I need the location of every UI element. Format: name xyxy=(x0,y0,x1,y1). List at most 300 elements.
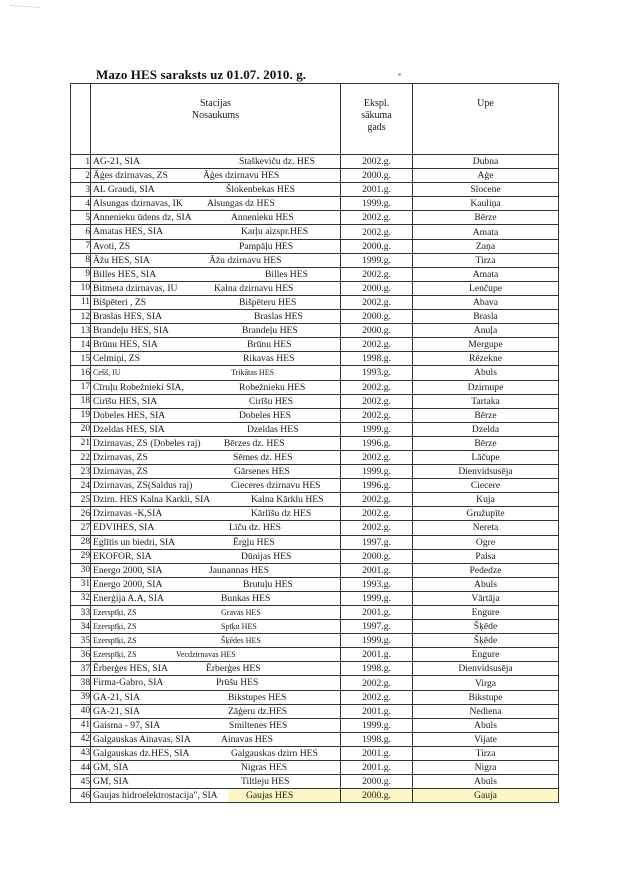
row-number: 9 xyxy=(71,267,91,281)
station-cell xyxy=(91,775,341,789)
river-name: Abuls xyxy=(413,577,559,591)
row-number: 44 xyxy=(71,761,91,775)
owner-name: EKOFOR, SIA xyxy=(93,550,152,562)
row-number: 46 xyxy=(71,789,91,803)
start-year: 2002.g. xyxy=(341,211,413,225)
river-name: Nigra xyxy=(413,761,559,775)
header-year xyxy=(341,84,413,155)
owner-name: Dzirnavas, ZS(Saldus raj) xyxy=(93,480,193,492)
row-number: 7 xyxy=(71,239,91,253)
row-number: 25 xyxy=(71,493,91,507)
owner-name: Energo 2000, SIA xyxy=(93,564,163,576)
row-number: 4 xyxy=(71,197,91,211)
river-name: Engure xyxy=(413,606,559,620)
station-name: Annenieku HES xyxy=(231,212,294,224)
owner-name: Bitmeta dzirnavas, IU xyxy=(93,282,178,294)
owner-name: Cīruļu Robežnieki SIA, xyxy=(93,381,184,393)
owner-name: Gaujas hidroelektrostacija", SIA xyxy=(93,790,218,802)
station-cell xyxy=(91,436,341,450)
page-title: Mazo HES saraksts uz 01.07. 2010. g. xyxy=(96,67,307,82)
station-cell xyxy=(91,422,341,436)
river-name: Dienvidsusēja xyxy=(413,662,559,676)
owner-name: GA-21, SIA xyxy=(93,705,140,717)
owner-name: Celmiņi, ZS xyxy=(93,353,140,365)
owner-name: Ezerspīķi, ZS xyxy=(93,608,137,617)
station-name: Āģes dzirnavu HES xyxy=(203,170,280,182)
table-row xyxy=(71,436,559,450)
row-number: 38 xyxy=(71,676,91,690)
station-name: Pampāļu HES xyxy=(239,240,294,252)
station-cell xyxy=(91,465,341,479)
table-row xyxy=(71,465,559,479)
header-river-label: Upe xyxy=(477,98,494,109)
river-name: Amata xyxy=(413,267,559,281)
river-name: Dubna xyxy=(413,155,559,169)
river-name: Šķēde xyxy=(413,620,559,634)
start-year: 2002.g. xyxy=(341,380,413,394)
station-name: Ērgļu HES xyxy=(233,536,275,548)
station-cell xyxy=(91,634,341,648)
owner-name: GM, SIA xyxy=(93,776,129,788)
start-year: 1999.g. xyxy=(341,465,413,479)
start-year: 1996.g. xyxy=(341,479,413,493)
river-name: Mergupe xyxy=(413,338,559,352)
start-year: 2002.g. xyxy=(341,295,413,309)
row-number: 29 xyxy=(71,549,91,563)
station-cell xyxy=(91,267,341,281)
owner-name: Galgauskas dz.HES, SIA xyxy=(93,747,190,759)
river-name: Zaņa xyxy=(413,239,559,253)
owner-name: Ezerspīķi, ZS xyxy=(93,650,137,660)
header-year-line2: sākuma xyxy=(361,110,392,121)
station-name: Ainavas HES xyxy=(221,733,273,745)
station-cell xyxy=(91,549,341,563)
river-name: Tirza xyxy=(413,253,559,267)
river-name: Tirza xyxy=(413,746,559,760)
start-year: 2002.g. xyxy=(341,394,413,408)
station-name: Dobeles HES xyxy=(239,409,291,421)
table-row xyxy=(71,155,559,169)
row-number: 12 xyxy=(71,310,91,324)
station-name: Zāģeru dz.HES xyxy=(228,705,288,717)
river-name: Lāčupe xyxy=(413,450,559,464)
owner-name: Amatas HES, SIA xyxy=(93,226,164,238)
river-name: Gružupīte xyxy=(413,507,559,521)
station-name: Brutuļu HES xyxy=(243,578,293,590)
row-number: 41 xyxy=(71,718,91,732)
table-row xyxy=(71,577,559,591)
river-name: Anuļa xyxy=(413,324,559,338)
table-row xyxy=(71,310,559,324)
owner-name: Dzirnavas, ZS (Dobeles raj) xyxy=(93,437,201,449)
owner-name: Ezerspīķi, ZS xyxy=(93,636,137,646)
owner-name: Dzirnavas -K,SIA xyxy=(93,508,163,520)
station-cell xyxy=(91,690,341,704)
start-year: 2001.g. xyxy=(341,183,413,197)
station-cell xyxy=(91,310,341,324)
station-cell xyxy=(91,211,341,225)
river-name: Bikstupe xyxy=(413,690,559,704)
station-name: Kalna dzirnavu HES xyxy=(214,282,294,294)
station-cell xyxy=(91,295,341,309)
row-number: 45 xyxy=(71,775,91,789)
header-year-line1: Ekspl. xyxy=(363,98,390,109)
table-row xyxy=(71,253,559,267)
owner-name: GA-21, SIA xyxy=(93,691,140,703)
river-name: Bērze xyxy=(413,436,559,450)
river-name: Brasla xyxy=(413,310,559,324)
station-name: Šlokenbekas HES xyxy=(226,184,296,196)
start-year: 2000.g. xyxy=(341,775,413,789)
start-year: 2000.g. xyxy=(341,281,413,295)
river-name: Kuja xyxy=(413,493,559,507)
row-number: 16 xyxy=(71,366,91,380)
row-number: 24 xyxy=(71,479,91,493)
river-name: Dzelda xyxy=(413,422,559,436)
river-name: Bērze xyxy=(413,211,559,225)
owner-name: Āģes dzirnavas, ZS xyxy=(93,170,168,182)
start-year: 2002.g. xyxy=(341,493,413,507)
owner-name: Braslas HES, SIA xyxy=(93,311,163,323)
river-name: Amata xyxy=(413,225,559,239)
river-name: Nediena xyxy=(413,704,559,718)
row-number: 6 xyxy=(71,225,91,239)
owner-name: Annenieku ūdens dz, SIA xyxy=(93,212,192,224)
start-year: 1999.g. xyxy=(341,422,413,436)
table-row xyxy=(71,507,559,521)
station-name: Āžu dzirnavu HES xyxy=(209,254,282,266)
table-row xyxy=(71,704,559,718)
station-name: Galgauskas dzirn HES xyxy=(231,747,318,759)
table-header-row xyxy=(71,84,559,155)
owner-name: Dzirnavas, ZS xyxy=(93,451,148,463)
table-row xyxy=(71,775,559,789)
river-name: Dienvidsusēja xyxy=(413,465,559,479)
station-name: Dūnijas HES xyxy=(241,550,292,562)
station-cell xyxy=(91,761,341,775)
start-year: 2002.g. xyxy=(341,521,413,535)
row-number: 20 xyxy=(71,422,91,436)
river-name: Engure xyxy=(413,648,559,662)
owner-name: Avoti, ZS xyxy=(93,240,131,252)
row-number: 3 xyxy=(71,183,91,197)
row-number: 11 xyxy=(71,295,91,309)
row-number: 22 xyxy=(71,450,91,464)
row-number: 10 xyxy=(71,281,91,295)
owner-name: Cešš, IU xyxy=(93,368,121,378)
start-year: 2002.g. xyxy=(341,450,413,464)
row-number: 8 xyxy=(71,253,91,267)
table-row xyxy=(71,408,559,422)
table-row xyxy=(71,267,559,281)
row-number: 40 xyxy=(71,704,91,718)
start-year: 2001.g. xyxy=(341,704,413,718)
station-name: Robežnieku HES xyxy=(239,381,306,393)
owner-name: Bišpēteri , ZS xyxy=(93,296,147,308)
station-name: Ērberģes HES xyxy=(206,663,261,675)
owner-name: Enerģija A.A, SIA xyxy=(93,592,164,604)
start-year: 2002.g. xyxy=(341,155,413,169)
start-year: 1999.g. xyxy=(341,253,413,267)
row-number: 17 xyxy=(71,380,91,394)
row-number: 21 xyxy=(71,436,91,450)
table-row xyxy=(71,634,559,648)
river-name: Kauliņa xyxy=(413,197,559,211)
start-year: 2000.g. xyxy=(341,549,413,563)
row-number: 35 xyxy=(71,634,91,648)
station-cell xyxy=(91,155,341,169)
start-year: 2002.g. xyxy=(341,676,413,690)
start-year: 2000.g. xyxy=(341,310,413,324)
table-row xyxy=(71,281,559,295)
table-row xyxy=(71,690,559,704)
table-row xyxy=(71,591,559,605)
station-cell xyxy=(91,620,341,634)
start-year: 1999.g. xyxy=(341,718,413,732)
station-name: Brūnu HES xyxy=(247,339,292,351)
station-name: Bikstupes HES xyxy=(228,691,287,703)
row-number: 14 xyxy=(71,338,91,352)
row-number: 31 xyxy=(71,577,91,591)
start-year: 2000.g. xyxy=(341,239,413,253)
station-cell xyxy=(91,281,341,295)
row-number: 1 xyxy=(71,155,91,169)
table-row xyxy=(71,535,559,549)
start-year: 2002.g. xyxy=(341,408,413,422)
start-year: 2001.g. xyxy=(341,563,413,577)
row-number: 26 xyxy=(71,507,91,521)
owner-name: Alsungas dzirnavas, IK xyxy=(93,198,183,210)
station-cell xyxy=(91,197,341,211)
table-row xyxy=(71,394,559,408)
row-number: 27 xyxy=(71,521,91,535)
table-row xyxy=(71,183,559,197)
owner-name: AL Graudi, SIA xyxy=(93,184,155,196)
row-number: 33 xyxy=(71,606,91,620)
station-name: Dzeldas HES xyxy=(247,423,299,435)
station-name: Braslas HES xyxy=(254,311,303,323)
owner-name: Gaisma - 97, SIA xyxy=(93,719,161,731)
station-name: Billes HES xyxy=(265,268,308,280)
header-station-line2: Nosaukums xyxy=(191,110,240,121)
start-year: 2000.g. xyxy=(341,169,413,183)
river-name: Pededze xyxy=(413,563,559,577)
station-name: Prūšu HES xyxy=(216,677,259,689)
station-cell xyxy=(91,577,341,591)
station-cell xyxy=(91,789,341,803)
station-cell xyxy=(91,225,341,239)
station-name: Līču dz. HES xyxy=(229,522,281,534)
owner-name: Cirīšu HES, SIA xyxy=(93,395,158,407)
station-cell xyxy=(91,648,341,662)
station-cell xyxy=(91,450,341,464)
station-name: Smiltenes HES xyxy=(229,719,288,731)
start-year: 2001.g. xyxy=(341,746,413,760)
river-name: Bērze xyxy=(413,408,559,422)
owner-name: Eglītis un biedri, SIA xyxy=(93,536,176,548)
station-name: Cirīšu HES xyxy=(249,395,293,407)
table-row xyxy=(71,549,559,563)
table-row xyxy=(71,606,559,620)
table-row xyxy=(71,338,559,352)
owner-name: AG-21, SIA xyxy=(93,156,140,167)
river-name: Slocene xyxy=(413,183,559,197)
owner-name: Dzirnavas, ZS xyxy=(93,466,148,478)
station-name: Staškeviču dz. HES xyxy=(239,156,315,167)
start-year: 2002.g. xyxy=(341,267,413,281)
station-cell xyxy=(91,324,341,338)
river-name: Ciecere xyxy=(413,479,559,493)
station-cell xyxy=(91,746,341,760)
station-name: Nigras HES xyxy=(241,762,288,774)
row-number: 43 xyxy=(71,746,91,760)
start-year: 1996.g. xyxy=(341,436,413,450)
start-year: 2001.g. xyxy=(341,606,413,620)
station-name: Šķēdes HES xyxy=(221,636,261,646)
start-year: 1993.g. xyxy=(341,366,413,380)
owner-name: EDVIHES, SIA xyxy=(93,522,155,534)
start-year: 1998.g. xyxy=(341,662,413,676)
owner-name: Dobeles HES, SIA xyxy=(93,409,166,421)
start-year: 2001.g. xyxy=(341,761,413,775)
station-cell xyxy=(91,732,341,746)
river-name: Tartaka xyxy=(413,394,559,408)
station-name: Cieceres dzirnavu HES xyxy=(231,480,321,492)
station-cell xyxy=(91,591,341,605)
owner-name: Dzirn. HES Kalna Karkli, SIA xyxy=(93,494,211,506)
row-number: 36 xyxy=(71,648,91,662)
station-cell xyxy=(91,366,341,380)
river-name: Aģe xyxy=(413,169,559,183)
header-station xyxy=(91,84,341,155)
station-cell xyxy=(91,380,341,394)
station-cell xyxy=(91,394,341,408)
start-year: 1998.g. xyxy=(341,352,413,366)
station-cell xyxy=(91,718,341,732)
row-number: 13 xyxy=(71,324,91,338)
start-year: 2002.g. xyxy=(341,690,413,704)
table-row xyxy=(71,563,559,577)
owner-name: Brandeļu HES, SIA xyxy=(93,325,169,337)
table-row xyxy=(71,225,559,239)
station-cell xyxy=(91,408,341,422)
table-row xyxy=(71,295,559,309)
start-year: 2002.g. xyxy=(341,225,413,239)
river-name: Virga xyxy=(413,676,559,690)
river-name: Abuls xyxy=(413,718,559,732)
row-number: 30 xyxy=(71,563,91,577)
station-name: Bunkas HES xyxy=(221,592,271,604)
owner-name: Ezerspīķi, ZS xyxy=(93,622,137,632)
row-number: 32 xyxy=(71,591,91,605)
station-cell xyxy=(91,169,341,183)
row-number: 18 xyxy=(71,394,91,408)
station-cell xyxy=(91,493,341,507)
station-cell xyxy=(91,704,341,718)
station-name: Kalna Kārklu HES xyxy=(251,494,324,506)
station-cell xyxy=(91,507,341,521)
station-name: Gravas HES xyxy=(221,608,261,617)
station-name: Bērzes dz. HES xyxy=(224,437,285,449)
river-name: Vārtāja xyxy=(413,591,559,605)
river-name: Rēzekne xyxy=(413,352,559,366)
row-number: 42 xyxy=(71,732,91,746)
river-name: Palsa xyxy=(413,549,559,563)
river-name: Dzirnupe xyxy=(413,380,559,394)
start-year: 1999.g. xyxy=(341,197,413,211)
scan-speck xyxy=(398,73,401,76)
table-row xyxy=(71,324,559,338)
header-river xyxy=(413,84,559,155)
scan-mark xyxy=(10,5,40,14)
start-year: 1998.g. xyxy=(341,732,413,746)
station-cell xyxy=(91,338,341,352)
station-name: Alsungas dz HES xyxy=(207,198,275,210)
river-name: Gauja xyxy=(413,789,559,803)
river-name: Ogre xyxy=(413,535,559,549)
table-row xyxy=(71,662,559,676)
owner-name: Āžu HES, SIA xyxy=(93,254,150,266)
table-row xyxy=(71,450,559,464)
station-name: Rikavas HES xyxy=(243,353,295,365)
station-cell xyxy=(91,606,341,620)
owner-name: Brūnu HES, SIA xyxy=(93,339,158,351)
station-name: Kārlīšu dz HES xyxy=(251,508,312,520)
row-number: 5 xyxy=(71,211,91,225)
station-name: Gārsenes HES xyxy=(234,466,290,478)
row-number: 34 xyxy=(71,620,91,634)
start-year: 2002.g. xyxy=(341,338,413,352)
table-row xyxy=(71,380,559,394)
row-number: 15 xyxy=(71,352,91,366)
row-number: 37 xyxy=(71,662,91,676)
station-name: Sēmes dz. HES xyxy=(233,451,293,463)
river-name: Šķēde xyxy=(413,634,559,648)
station-name: Karļu aizspr.HES xyxy=(241,226,309,238)
table-row xyxy=(71,521,559,535)
station-name: Vecdzirnavas HES xyxy=(176,650,236,660)
start-year: 2000.g. xyxy=(341,789,413,803)
row-number: 39 xyxy=(71,690,91,704)
table-row xyxy=(71,366,559,380)
header-year-line3: gads xyxy=(367,122,386,133)
start-year: 1997.g. xyxy=(341,620,413,634)
start-year: 1999.g. xyxy=(341,634,413,648)
row-number: 2 xyxy=(71,169,91,183)
row-number: 28 xyxy=(71,535,91,549)
table-row xyxy=(71,493,559,507)
station-name: Jaunannas HES xyxy=(209,564,269,576)
owner-name: Energo 2000, SIA xyxy=(93,578,163,590)
row-number: 23 xyxy=(71,465,91,479)
row-number: 19 xyxy=(71,408,91,422)
river-name: Abuls xyxy=(413,366,559,380)
header-station-line1: Stacijas xyxy=(199,98,232,109)
start-year: 1999.g. xyxy=(341,591,413,605)
table-row xyxy=(71,732,559,746)
station-cell xyxy=(91,479,341,493)
header-number xyxy=(71,84,91,155)
table-row xyxy=(71,648,559,662)
table-row xyxy=(71,169,559,183)
station-name: Bišpēteru HES xyxy=(239,296,297,308)
river-name: Lenčupe xyxy=(413,281,559,295)
station-cell xyxy=(91,183,341,197)
station-cell xyxy=(91,239,341,253)
station-cell xyxy=(91,676,341,690)
table-row xyxy=(71,746,559,760)
station-name: Brandeļu HES xyxy=(242,325,298,337)
